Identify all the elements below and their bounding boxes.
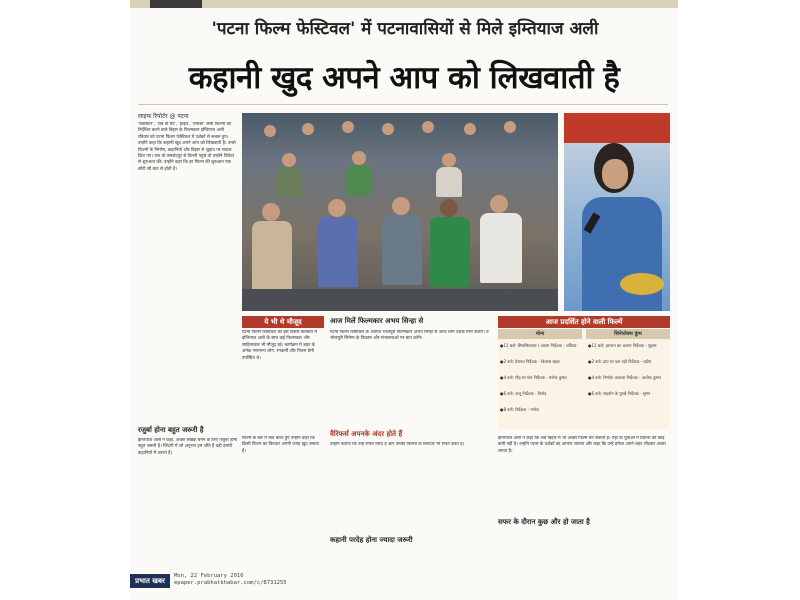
right-lower-text: इम्तियाज अली ने कहा कि अब बिहार में भी अच्छी फिल्में बन सकती हैं। यहां के युवाओं में प्रतिभा की कोई कमी नहीं है। उन्होंने पटना के दर्शकों का आभार जताया और कहा कि उन्हें हमेशा अपने शहर लौटकर अच्छा लगता है। [498, 436, 666, 454]
speaker-photo [564, 113, 670, 311]
event-photo [242, 113, 558, 311]
kicker-headline: 'पटना फिल्म फेस्टिवल' में पटनावासियों से मिले इम्तियाज अली [211, 19, 599, 39]
side-box-title: ये भी थे मौजूद [242, 316, 324, 328]
schedule-header-left: मोना [498, 329, 582, 339]
publication-date: Mon, 22 February 2016 [174, 573, 244, 579]
schedule-item: ●11 बजे: इरफान का अलमा निर्देशक - सुहास [588, 343, 657, 348]
schedule-title: आज प्रदर्शित होने वाली फिल्में [498, 316, 670, 328]
right-subhead: सफर के दौरान कुछ और हो जाता है [498, 518, 590, 526]
middle-lower-text: उन्होंने बताया कि उन्हें सफर पसंद है और उनकी फिल्मों के किरदार भी सफर करते हैं। [330, 442, 465, 447]
schedule-item: ●2 बजे: दाएं पर चल पड़ी निर्देशक - प्रदीप [588, 359, 652, 364]
schedule-header-right: सिनेप्लेक्स कुंभ [586, 329, 670, 339]
top-band [130, 0, 678, 8]
schedule-item: ●4 बजे: गौड़ सा गांव निर्देशक - मनोज कुमार [500, 375, 567, 380]
newspaper-logo: प्रभात खबर [130, 574, 170, 588]
main-headline: कहानी खुद अपने आप को लिखवाती है [188, 60, 620, 96]
schedule-item: ●8 बजे: निर्देशक - मनोज [500, 407, 539, 412]
middle-subhead: वैरिफर्स अपनके अंदर होते हैं [330, 430, 403, 438]
middle-headline: आज मिलें फिल्मकार अभय सिन्हा से [330, 317, 424, 325]
left-column [138, 122, 236, 422]
schedule-item: ●6 बजे: सहयोग के पुरखे निर्देशक - सुमन [588, 391, 651, 396]
schedule-box [498, 329, 670, 429]
byline: लाइफ रिपोर्टर @ पटना [138, 113, 189, 120]
middle-column-text: पटना फिल्म फेस्टिवल के अंतर्गत भोजपुरी फिल्मकार अभय सिन्हा से आज शाम दर्शक मिल सकेंगे। वे भोजपुरी सिनेमा के विकास और संभावनाओं पर बात करेंगे। [330, 330, 489, 342]
schedule-item: ●6 बजे: अंजू निर्देशक - विनोद [500, 391, 547, 396]
newspaper-clipping [130, 0, 678, 600]
side-box-text: पटना फिल्म फेस्टिवल की इस विशेष बातचीत में इम्तियाज अली के साथ कई फिल्मकार और साहित्यकार भी मौजूद रहे। कार्यक्रम में शहर के अनेक गणमान्य लोग, रंगकर्मी और फिल्म प्रेमी उपस्थित थे। [242, 330, 318, 361]
photo-caption: कुहूकेसि संवादकार हमेशा के रूप में भी अपनी लोकतान्त्रिक बात रखते इम्तियाज अली [430, 304, 541, 308]
left-column-body: 'रॉकस्टार', 'जब वी मेट', 'हाइवे', 'तमाशा' जैसी फिल्मों को निर्देशित करने वाले बिहार के फिल्मकार इम्तियाज अली रविवार को पटना फिल्म फेस्टिवल में दर्शकों से रूबरू हुए। उन्होंने कहा कि कहानी खुद अपने आप को लिखवाती है। उनसे फिल्मों के निर्माण, कहानियों और बिहार से जुड़ाव पर सवाल किए गए। जब वो जमशेदपुर से दिल्ली पहुंचे तो उन्होंने थियेटर से शुरुआत की। उन्होंने कहा कि हर फिल्म की शुरुआत एक छोटी सी बात से होती है। [138, 122, 236, 172]
lower-column-b: फिल्म के बारे में बात करते हुए उन्होंने कहा कि किसी फिल्म का किरदार अपनी जगह खुद बनाता है। [242, 436, 319, 454]
middle-subhead-2: कहानी परदेह होना ज्यादा जरूरी [330, 536, 413, 544]
epaper-url: epaper.prabhatkhabar.com/c/8731255 [174, 580, 287, 586]
schedule-item: ●2 बजे: प्रेमपथ निर्देशक - विकास बहल [500, 359, 560, 364]
left-subhead: रजुर्बा होना बहुत जरूरी है [138, 426, 204, 434]
schedule-item: ●11 बजे: सिलसिलावार / आवरा निर्देशक - शशिका [500, 343, 577, 348]
schedule-item: ●4 बजे: निर्माता आकाश निर्देशक - अशोक कुमार [588, 375, 662, 380]
left-subhead-text: इम्तियाज अली ने कहा, अच्छा लेखक बनने के लिए तजुर्बा होना बहुत जरूरी है। जिंदगी में जो अनुभव हम जीते हैं वही हमारी कहानियों में उतरते हैं। [138, 438, 238, 456]
